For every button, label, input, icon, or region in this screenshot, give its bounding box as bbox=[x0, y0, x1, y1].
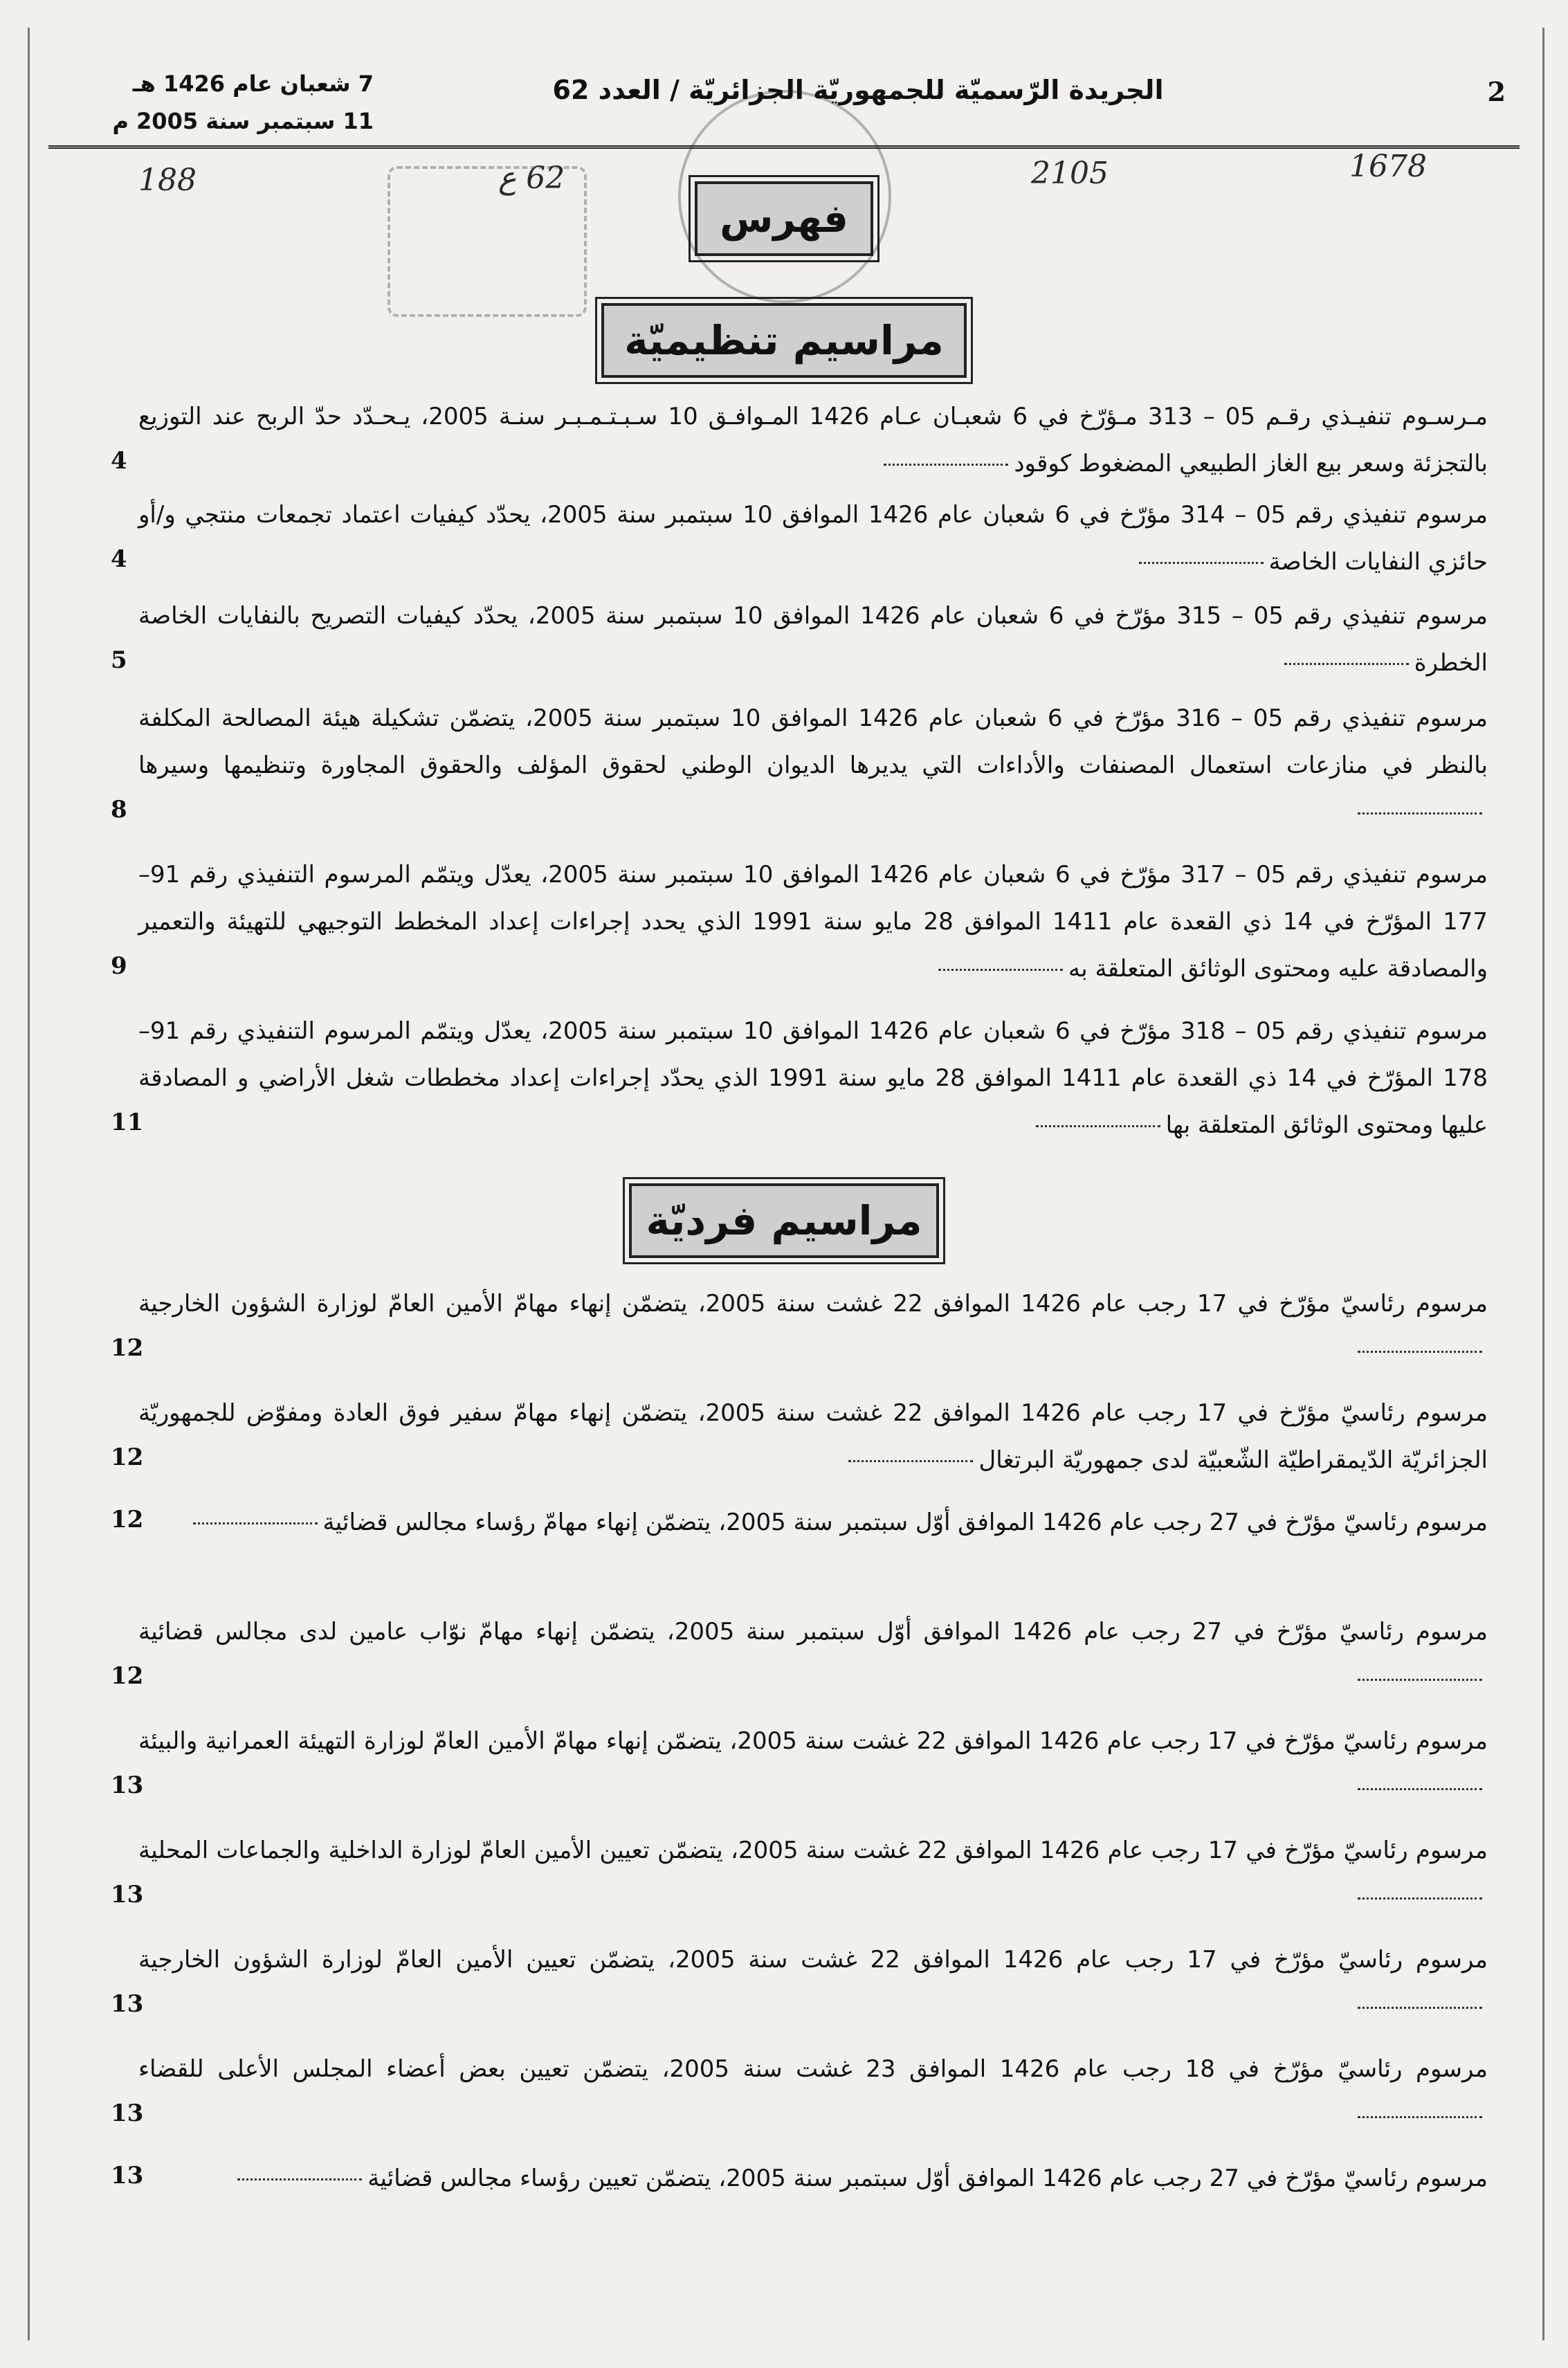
section-heading-regulatory: مراسيم تنظيميّة bbox=[601, 303, 967, 378]
issue-date bbox=[76, 65, 374, 140]
toc-entry[interactable] bbox=[111, 1008, 1488, 1149]
toc-entry[interactable] bbox=[111, 2046, 1488, 2140]
toc-entry[interactable] bbox=[111, 1390, 1488, 1484]
entry-text: مرسوم رئاسيّ مؤرّخ في 27 رجب عام 1426 الموافق أوّل سبتمبر سنة 2005، يتضمّن إنهاء مهامّ رؤساء مجالس قضائية bbox=[138, 1499, 1488, 1546]
entry-page-number: 5 bbox=[111, 646, 127, 674]
dot-leader bbox=[1358, 2007, 1482, 2009]
dot-leader bbox=[237, 2178, 362, 2180]
handwritten-note: 2105 bbox=[1031, 156, 1109, 191]
entry-page-number: 13 bbox=[111, 2162, 144, 2189]
entry-text: مرسوم تنفيذي رقم 05 – 316 مؤرّخ في 6 شعبان عام 1426 الموافق 10 سبتمبر سنة 2005، يتضمّن تشكيلة هيئة المصالحة المكلفة بالنظر في منازعات استعمال المصنفات والأداءات التي يديرها الديوان الوطني لحقوق المؤلف والحقوق المجاورة وتنظيمها وسيرها bbox=[138, 695, 1488, 836]
toc-entry[interactable] bbox=[111, 1718, 1488, 1812]
entry-page-number: 13 bbox=[111, 1772, 144, 1799]
handwritten-note: 62 ع bbox=[498, 161, 565, 196]
toc-entry[interactable] bbox=[111, 1608, 1488, 1702]
handwritten-note: 1678 bbox=[1349, 149, 1427, 184]
entry-page-number: 12 bbox=[111, 1443, 144, 1471]
entry-text: مرسوم تنفيذي رقم 05 – 315 مؤرّخ في 6 شعبان عام 1426 الموافق 10 سبتمبر سنة 2005، يحدّد كيفيات التصريح بالنفايات الخاصة الخطرة bbox=[138, 602, 1488, 677]
toc-entry[interactable] bbox=[111, 851, 1488, 992]
entry-text: مرسوم رئاسيّ مؤرّخ في 17 رجب عام 1426 الموافق 22 غشت سنة 2005، يتضمّن تعيين الأمين العامّ لوزارة الداخلية والجماعات المحلية bbox=[138, 1827, 1488, 1921]
dot-leader bbox=[1284, 663, 1409, 665]
toc-entry[interactable] bbox=[111, 1936, 1488, 2030]
toc-entry[interactable] bbox=[111, 491, 1488, 585]
entry-page-number: 11 bbox=[111, 1109, 144, 1136]
dot-leader bbox=[1358, 1679, 1482, 1681]
handwritten-note: 188 bbox=[138, 163, 197, 198]
entry-text: مرسوم رئاسيّ مؤرّخ في 27 رجب عام 1426 الموافق أوّل سبتمبر سنة 2005، يتضمّن تعيين رؤساء مجالس قضائية bbox=[138, 2155, 1488, 2202]
entry-page-number: 12 bbox=[111, 1506, 144, 1533]
toc-entry[interactable] bbox=[111, 1827, 1488, 1921]
page-number: 2 bbox=[1487, 76, 1506, 107]
dot-leader bbox=[884, 464, 1008, 466]
dot-leader bbox=[1036, 1125, 1160, 1127]
section-heading-individual: مراسيم فرديّة bbox=[629, 1183, 939, 1258]
entry-text: مرسوم رئاسيّ مؤرّخ في 17 رجب عام 1426 الموافق 22 غشت سنة 2005، يتضمّن إنهاء مهامّ سفير فوق العادة ومفوّض للجمهوريّة الجزائريّة الدّيمقراطيّة الشّعبيّة لدى جمهوريّة البرتغال bbox=[138, 1399, 1488, 1474]
dot-leader bbox=[848, 1460, 973, 1462]
entry-text: مرسوم رئاسيّ مؤرّخ في 27 رجب عام 1426 الموافق أوّل سبتمبر سنة 2005، يتضمّن إنهاء مهامّ نوّاب عامين لدى مجالس قضائية bbox=[138, 1608, 1488, 1702]
entry-text: مرسوم تنفيذي رقم 05 – 317 مؤرّخ في 6 شعبان عام 1426 الموافق 10 سبتمبر سنة 2005، يعدّل ويتمّم المرسوم التنفيذي رقم 91–177 المؤرّخ في 14 ذي القعدة عام 1411 الموافق 28 مايو سنة 1991 الذي يحدد إجراءات إعداد المخطط التوجيهي للتهيئة والتعمير والمصادقة عليه ومحتوى الوثائق المتعلقة به bbox=[138, 861, 1488, 983]
entry-text: مرسوم تنفيذي رقم 05 – 314 مؤرّخ في 6 شعبان عام 1426 الموافق 10 سبتمبر سنة 2005، يحدّد كيفيات اعتماد تجمعات منتجي و/أو حائزي النفايات الخاصة bbox=[138, 501, 1488, 576]
dot-leader bbox=[1358, 1351, 1482, 1353]
page-header bbox=[48, 55, 1520, 149]
dot-leader bbox=[938, 969, 1063, 971]
entry-page-number: 13 bbox=[111, 1990, 144, 2018]
date-gregorian: 11 سبتمبر سنة 2005 م bbox=[112, 108, 374, 134]
entry-text: مرسوم رئاسيّ مؤرّخ في 17 رجب عام 1426 الموافق 22 غشت سنة 2005، يتضمّن إنهاء مهامّ الأمين العامّ لوزارة الشؤون الخارجية bbox=[138, 1280, 1488, 1374]
journal-title: الجريدة الرّسميّة للجمهوريّة الجزائريّة / العدد 62 bbox=[552, 75, 1164, 105]
toc-entry[interactable] bbox=[111, 695, 1488, 836]
entry-page-number: 13 bbox=[111, 2100, 144, 2127]
dot-leader bbox=[1358, 812, 1482, 814]
entry-page-number: 12 bbox=[111, 1662, 144, 1690]
toc-entry[interactable] bbox=[111, 592, 1488, 686]
dot-leader bbox=[1358, 2116, 1482, 2118]
entry-page-number: 4 bbox=[111, 447, 127, 475]
entry-text: مرسوم رئاسيّ مؤرّخ في 17 رجب عام 1426 الموافق 22 غشت سنة 2005، يتضمّن إنهاء مهامّ الأمين العامّ لوزارة التهيئة العمرانية والبيئة bbox=[138, 1718, 1488, 1812]
toc-entry[interactable] bbox=[111, 393, 1488, 487]
toc-entry[interactable] bbox=[111, 2155, 1488, 2202]
entry-text: مرسوم رئاسيّ مؤرّخ في 17 رجب عام 1426 الموافق 22 غشت سنة 2005، يتضمّن تعيين الأمين العامّ لوزارة الشؤون الخارجية bbox=[138, 1936, 1488, 2030]
entry-page-number: 4 bbox=[111, 545, 127, 573]
toc-entry[interactable] bbox=[111, 1499, 1488, 1546]
dot-leader bbox=[1358, 1897, 1482, 1900]
date-hijri: 7 شعبان عام 1426 هـ bbox=[132, 71, 374, 97]
entry-text: مرسوم تنفيذي رقم 05 – 318 مؤرّخ في 6 شعبان عام 1426 الموافق 10 سبتمبر سنة 2005، يعدّل ويتمّم المرسوم التنفيذي رقم 91–178 المؤرّخ في 14 ذي القعدة عام 1411 الموافق 28 مايو سنة 1991 الذي يحدّد إجراءات إعداد مخططات شغل الأراضي و المصادقة عليها ومحتوى الوثائق المتعلقة بها bbox=[138, 1017, 1488, 1139]
entry-text: مـرسـوم تنفيـذي رقـم 05 – 313 مـؤرّخ في 6 شعبـان عـام 1426 المـوافـق 10 سـبـتـمـبـر سنـة 2005، يـحـدّد حدّ الربح عند التوزيع بالتجزئة وسعر بيع الغاز الطبيعي المضغوط كوقود bbox=[138, 403, 1488, 477]
entry-text: مرسوم رئاسيّ مؤرّخ في 18 رجب عام 1426 الموافق 23 غشت سنة 2005، يتضمّن تعيين بعض أعضاء المجلس الأعلى للقضاء bbox=[138, 2046, 1488, 2140]
index-heading: فهرس bbox=[695, 181, 873, 256]
entry-page-number: 13 bbox=[111, 1881, 144, 1909]
entry-page-number: 8 bbox=[111, 796, 127, 823]
dot-leader bbox=[1358, 1788, 1482, 1790]
entry-page-number: 12 bbox=[111, 1334, 144, 1362]
dot-leader bbox=[1139, 562, 1264, 564]
entry-page-number: 9 bbox=[111, 952, 127, 980]
dot-leader bbox=[193, 1522, 318, 1524]
toc-entry[interactable] bbox=[111, 1280, 1488, 1374]
